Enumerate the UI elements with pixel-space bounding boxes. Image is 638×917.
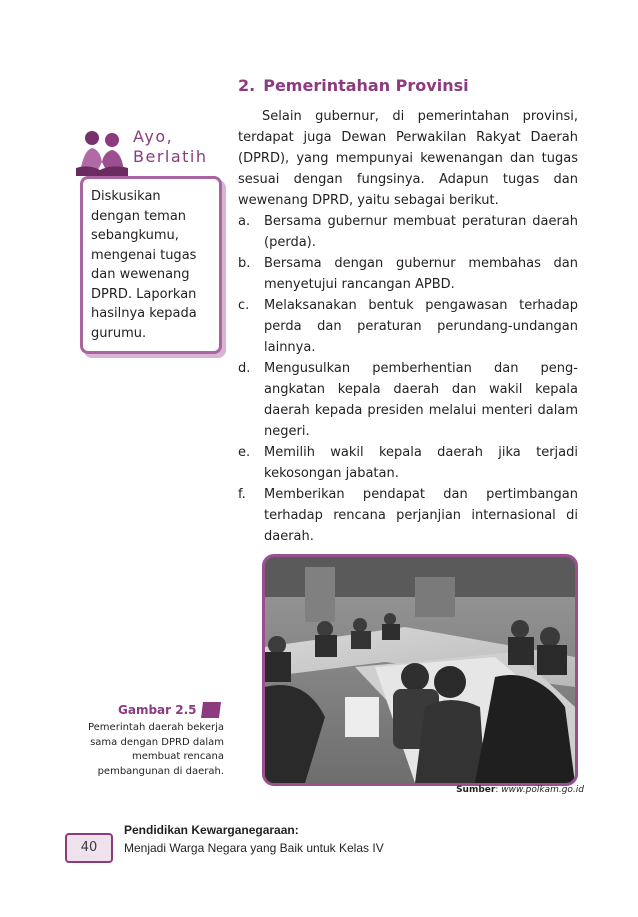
section-heading — [238, 76, 469, 95]
source-url: www.polkam.go.id — [501, 785, 584, 795]
list-item — [238, 484, 578, 547]
activity-title — [133, 127, 208, 167]
photo-source: Sumber: www.polkam.go.id — [456, 785, 584, 795]
duties-list — [238, 211, 578, 547]
list-item-text: Bersama dengan gubernur membahas dan menyetujui rancangan APBD. — [264, 256, 578, 292]
activity-text: Diskusikan dengan teman sebangkumu, mengenai tugas dan wewenang DPRD. Laporkan hasilnya kepada gurumu. — [91, 189, 197, 341]
figure-tag-icon — [200, 701, 222, 723]
list-item-letter: f. — [238, 487, 246, 502]
list-item-letter: c. — [238, 298, 250, 313]
list-item — [238, 442, 578, 484]
section-intro: Selain gubernur, di pemerintahan provinsi, terdapat juga Dewan Perwakilan Rakyat Daerah (DPRD), yang mempunyai kewenangan dan tugas sesuai dengan fungsinya. Adapun tugas dan wewenang DPRD, yaitu sebagai berikut. — [238, 109, 578, 208]
list-item-text: Memilih wakil kepala daerah jika terjadi kekosongan jabatan. — [264, 445, 578, 481]
section-body — [238, 106, 578, 547]
activity-box — [80, 176, 222, 354]
list-item-text: Bersama gubernur membuat peraturan daerah (perda). — [264, 214, 578, 250]
list-item — [238, 253, 578, 295]
meeting-photo — [262, 554, 578, 786]
list-item — [238, 211, 578, 253]
list-item-letter: a. — [238, 214, 251, 229]
list-item-text: Memberikan pendapat dan pertimbangan terhadap rencana perjanjian internasional di daerah. — [264, 487, 578, 544]
list-item-text: Mengusulkan pemberhentian dan peng-angkatan kepala daerah dan wakil kepala daerah kepada presiden melalui menteri dalam negeri. — [264, 361, 578, 439]
list-item-letter: e. — [238, 445, 251, 460]
figure-label: Gambar 2.5 — [118, 703, 197, 717]
list-item — [238, 295, 578, 358]
book-subtitle: Menjadi Warga Negara yang Baik untuk Kelas IV — [124, 841, 384, 855]
source-label: Sumber — [456, 785, 496, 795]
book-title: Pendidikan Kewarganegaraan: — [124, 823, 299, 837]
list-item-letter: b. — [238, 256, 251, 271]
figure-caption: Pemerintah daerah bekerja sama dengan DPRD dalam membuat rencana pembangunan di daerah. — [87, 722, 224, 777]
activity-title-line2: Berlatih — [133, 147, 208, 166]
list-item-letter: d. — [238, 361, 251, 376]
section-number: 2. — [238, 76, 256, 95]
list-item — [238, 358, 578, 442]
page-number: 40 — [65, 833, 113, 863]
activity-title-line1: Ayo, — [133, 127, 174, 146]
section-title: Pemerintahan Provinsi — [263, 76, 469, 95]
list-item-text: Melaksanakan bentuk pengawasan terhadap perda dan peraturan perundang-undangan lainnya. — [264, 298, 578, 355]
